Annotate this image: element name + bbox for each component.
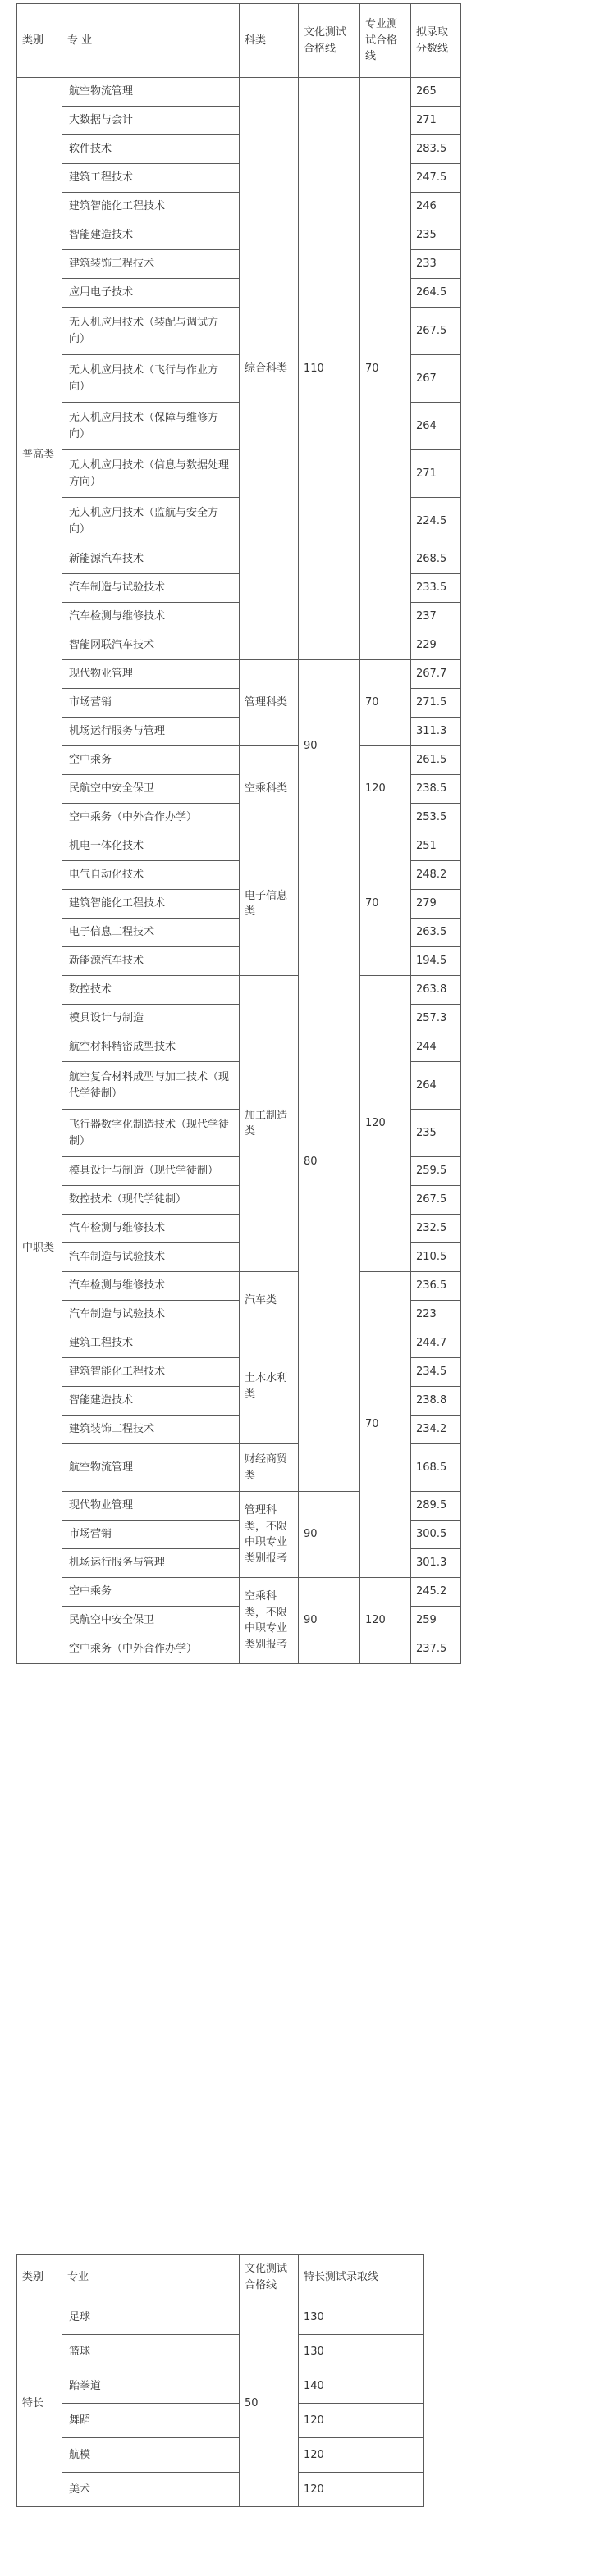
score-cell: 235 [411, 1110, 461, 1157]
score-cell: 246 [411, 193, 461, 221]
major-cell: 汽车检测与维修技术 [62, 603, 240, 631]
major-cell: 航模 [62, 2438, 240, 2473]
score-cell: 271.5 [411, 689, 461, 718]
header-subject: 科类 [240, 4, 299, 78]
score-cell: 234.5 [411, 1358, 461, 1387]
score-cell: 259.5 [411, 1157, 461, 1186]
major-cell: 无人机应用技术（监航与安全方向） [62, 498, 240, 545]
subject-cell: 空乘科类 [240, 746, 299, 832]
score-cell: 263.8 [411, 976, 461, 1005]
score-cell: 237.5 [411, 1635, 461, 1664]
major-cell: 现代物业管理 [62, 1492, 240, 1521]
table-row [17, 2335, 424, 2369]
major-cell: 飞行器数字化制造技术（现代学徒制） [62, 1110, 240, 1157]
subject-cell: 综合科类 [240, 78, 299, 660]
score-cell: 289.5 [411, 1492, 461, 1521]
score-cell: 238.8 [411, 1387, 461, 1416]
culture-line-cell: 50 [240, 2300, 299, 2507]
score-cell: 253.5 [411, 804, 461, 832]
score-cell: 265 [411, 78, 461, 107]
score-cell: 301.3 [411, 1549, 461, 1578]
major-cell: 空中乘务（中外合作办学） [62, 1635, 240, 1664]
score-cell: 264 [411, 403, 461, 450]
score-cell: 168.5 [411, 1444, 461, 1492]
category-cell: 特长 [17, 2300, 62, 2507]
score-cell: 263.5 [411, 919, 461, 947]
score-cell: 244.7 [411, 1329, 461, 1358]
major-cell: 汽车制造与试验技术 [62, 1301, 240, 1329]
major-cell: 机场运行服务与管理 [62, 1549, 240, 1578]
major-cell: 建筑工程技术 [62, 164, 240, 193]
score-cell: 279 [411, 890, 461, 919]
header-profession-line: 专业测试合格线 [360, 4, 411, 78]
culture-line-cell: 80 [299, 832, 360, 1492]
header-row [17, 2255, 424, 2300]
score-cell: 234.2 [411, 1416, 461, 1444]
profession-line-cell: 70 [360, 1272, 411, 1578]
major-cell: 美术 [62, 2473, 240, 2507]
profession-line-cell: 70 [360, 660, 411, 746]
score-cell: 232.5 [411, 1215, 461, 1243]
table-row [17, 1578, 461, 1607]
major-cell: 无人机应用技术（保障与维修方向） [62, 403, 240, 450]
score-cell: 223 [411, 1301, 461, 1329]
score-cell: 194.5 [411, 947, 461, 976]
score-cell: 267.5 [411, 1186, 461, 1215]
major-cell: 航空物流管理 [62, 78, 240, 107]
major-cell: 智能网联汽车技术 [62, 631, 240, 660]
major-cell: 足球 [62, 2300, 240, 2335]
profession-line-cell: 120 [360, 976, 411, 1272]
major-cell: 航空复合材料成型与加工技术（现代学徒制） [62, 1062, 240, 1110]
score-cell: 257.3 [411, 1005, 461, 1033]
major-cell: 智能建造技术 [62, 1387, 240, 1416]
major-cell: 汽车检测与维修技术 [62, 1272, 240, 1301]
score-cell: 120 [299, 2438, 424, 2473]
major-cell: 应用电子技术 [62, 279, 240, 308]
header-major: 专业 [62, 2255, 240, 2300]
major-cell: 智能建造技术 [62, 221, 240, 250]
score-cell: 267 [411, 355, 461, 403]
header-culture-line: 文化测试合格线 [240, 2255, 299, 2300]
profession-line-cell: 70 [360, 832, 411, 976]
score-cell: 247.5 [411, 164, 461, 193]
profession-line-cell: 120 [360, 1578, 411, 1664]
major-cell: 汽车制造与试验技术 [62, 1243, 240, 1272]
score-cell: 229 [411, 631, 461, 660]
major-cell: 空中乘务（中外合作办学） [62, 804, 240, 832]
subject-cell: 电子信息类 [240, 832, 299, 976]
major-cell: 软件技术 [62, 135, 240, 164]
table-row [17, 976, 461, 1005]
table-row [17, 78, 461, 107]
score-cell: 245.2 [411, 1578, 461, 1607]
score-cell: 251 [411, 832, 461, 861]
header-major: 专 业 [62, 4, 240, 78]
score-cell: 311.3 [411, 718, 461, 746]
culture-line-cell: 110 [299, 78, 360, 660]
special-talent-table [16, 2254, 424, 2507]
table-row [17, 746, 461, 775]
score-cell: 264 [411, 1062, 461, 1110]
major-cell: 航空物流管理 [62, 1444, 240, 1492]
header-category: 类别 [17, 2255, 62, 2300]
header-score-line: 拟录取分数线 [411, 4, 461, 78]
header-category: 类别 [17, 4, 62, 78]
score-cell: 130 [299, 2300, 424, 2335]
score-cell: 130 [299, 2335, 424, 2369]
major-cell: 新能源汽车技术 [62, 947, 240, 976]
major-cell: 数控技术 [62, 976, 240, 1005]
category-cell: 中职类 [17, 832, 62, 1664]
score-cell: 259 [411, 1607, 461, 1635]
header-skill-line: 特长测试录取线 [299, 2255, 424, 2300]
table-row [17, 832, 461, 861]
profession-line-cell: 70 [360, 78, 411, 660]
subject-cell: 财经商贸类 [240, 1444, 299, 1492]
profession-line-cell: 120 [360, 746, 411, 832]
score-cell: 283.5 [411, 135, 461, 164]
major-cell: 建筑智能化工程技术 [62, 1358, 240, 1387]
score-cell: 224.5 [411, 498, 461, 545]
major-cell: 空中乘务 [62, 1578, 240, 1607]
major-cell: 建筑智能化工程技术 [62, 890, 240, 919]
major-cell: 模具设计与制造 [62, 1005, 240, 1033]
major-cell: 无人机应用技术（信息与数据处理方向） [62, 450, 240, 498]
major-cell: 建筑装饰工程技术 [62, 250, 240, 279]
score-cell: 268.5 [411, 545, 461, 574]
score-cell: 235 [411, 221, 461, 250]
major-cell: 新能源汽车技术 [62, 545, 240, 574]
culture-line-cell: 90 [299, 1578, 360, 1664]
table-row [17, 2369, 424, 2404]
subject-cell: 加工制造类 [240, 976, 299, 1272]
major-cell: 机场运行服务与管理 [62, 718, 240, 746]
score-cell: 233.5 [411, 574, 461, 603]
subject-cell: 土木水利类 [240, 1329, 299, 1444]
major-cell: 建筑工程技术 [62, 1329, 240, 1358]
major-cell: 民航空中安全保卫 [62, 775, 240, 804]
score-cell: 248.2 [411, 861, 461, 890]
major-cell: 建筑装饰工程技术 [62, 1416, 240, 1444]
major-cell: 跆拳道 [62, 2369, 240, 2404]
score-cell: 237 [411, 603, 461, 631]
major-cell: 汽车制造与试验技术 [62, 574, 240, 603]
header-culture-line: 文化测试合格线 [299, 4, 360, 78]
score-cell: 238.5 [411, 775, 461, 804]
major-cell: 市场营销 [62, 689, 240, 718]
major-cell: 空中乘务 [62, 746, 240, 775]
major-cell: 现代物业管理 [62, 660, 240, 689]
major-cell: 模具设计与制造（现代学徒制） [62, 1157, 240, 1186]
score-cell: 210.5 [411, 1243, 461, 1272]
score-cell: 267.5 [411, 308, 461, 355]
admission-table [16, 3, 461, 1664]
major-cell: 市场营销 [62, 1521, 240, 1549]
score-cell: 261.5 [411, 746, 461, 775]
major-cell: 电子信息工程技术 [62, 919, 240, 947]
table-row [17, 2404, 424, 2438]
major-cell: 数控技术（现代学徒制） [62, 1186, 240, 1215]
score-cell: 244 [411, 1033, 461, 1062]
score-cell: 271 [411, 450, 461, 498]
major-cell: 无人机应用技术（飞行与作业方向） [62, 355, 240, 403]
score-cell: 264.5 [411, 279, 461, 308]
major-cell: 电气自动化技术 [62, 861, 240, 890]
header-row [17, 4, 461, 78]
major-cell: 大数据与会计 [62, 107, 240, 135]
score-cell: 120 [299, 2473, 424, 2507]
score-cell: 271 [411, 107, 461, 135]
table-row [17, 660, 461, 689]
table-row [17, 2473, 424, 2507]
culture-line-cell: 90 [299, 1492, 360, 1578]
major-cell: 建筑智能化工程技术 [62, 193, 240, 221]
score-cell: 267.7 [411, 660, 461, 689]
subject-cell: 管理科类，不限中职专业类别报考 [240, 1492, 299, 1578]
category-cell: 普高类 [17, 78, 62, 832]
major-cell: 航空材料精密成型技术 [62, 1033, 240, 1062]
subject-cell: 汽车类 [240, 1272, 299, 1329]
subject-cell: 空乘科类，不限中职专业类别报考 [240, 1578, 299, 1664]
table-row [17, 2300, 424, 2335]
score-cell: 300.5 [411, 1521, 461, 1549]
major-cell: 民航空中安全保卫 [62, 1607, 240, 1635]
major-cell: 舞蹈 [62, 2404, 240, 2438]
major-cell: 无人机应用技术（装配与调试方向） [62, 308, 240, 355]
score-cell: 233 [411, 250, 461, 279]
score-cell: 120 [299, 2404, 424, 2438]
major-cell: 机电一体化技术 [62, 832, 240, 861]
culture-line-cell: 90 [299, 660, 360, 832]
table-row [17, 2438, 424, 2473]
major-cell: 篮球 [62, 2335, 240, 2369]
table-row [17, 1272, 461, 1301]
score-cell: 140 [299, 2369, 424, 2404]
subject-cell: 管理科类 [240, 660, 299, 746]
score-cell: 236.5 [411, 1272, 461, 1301]
major-cell: 汽车检测与维修技术 [62, 1215, 240, 1243]
